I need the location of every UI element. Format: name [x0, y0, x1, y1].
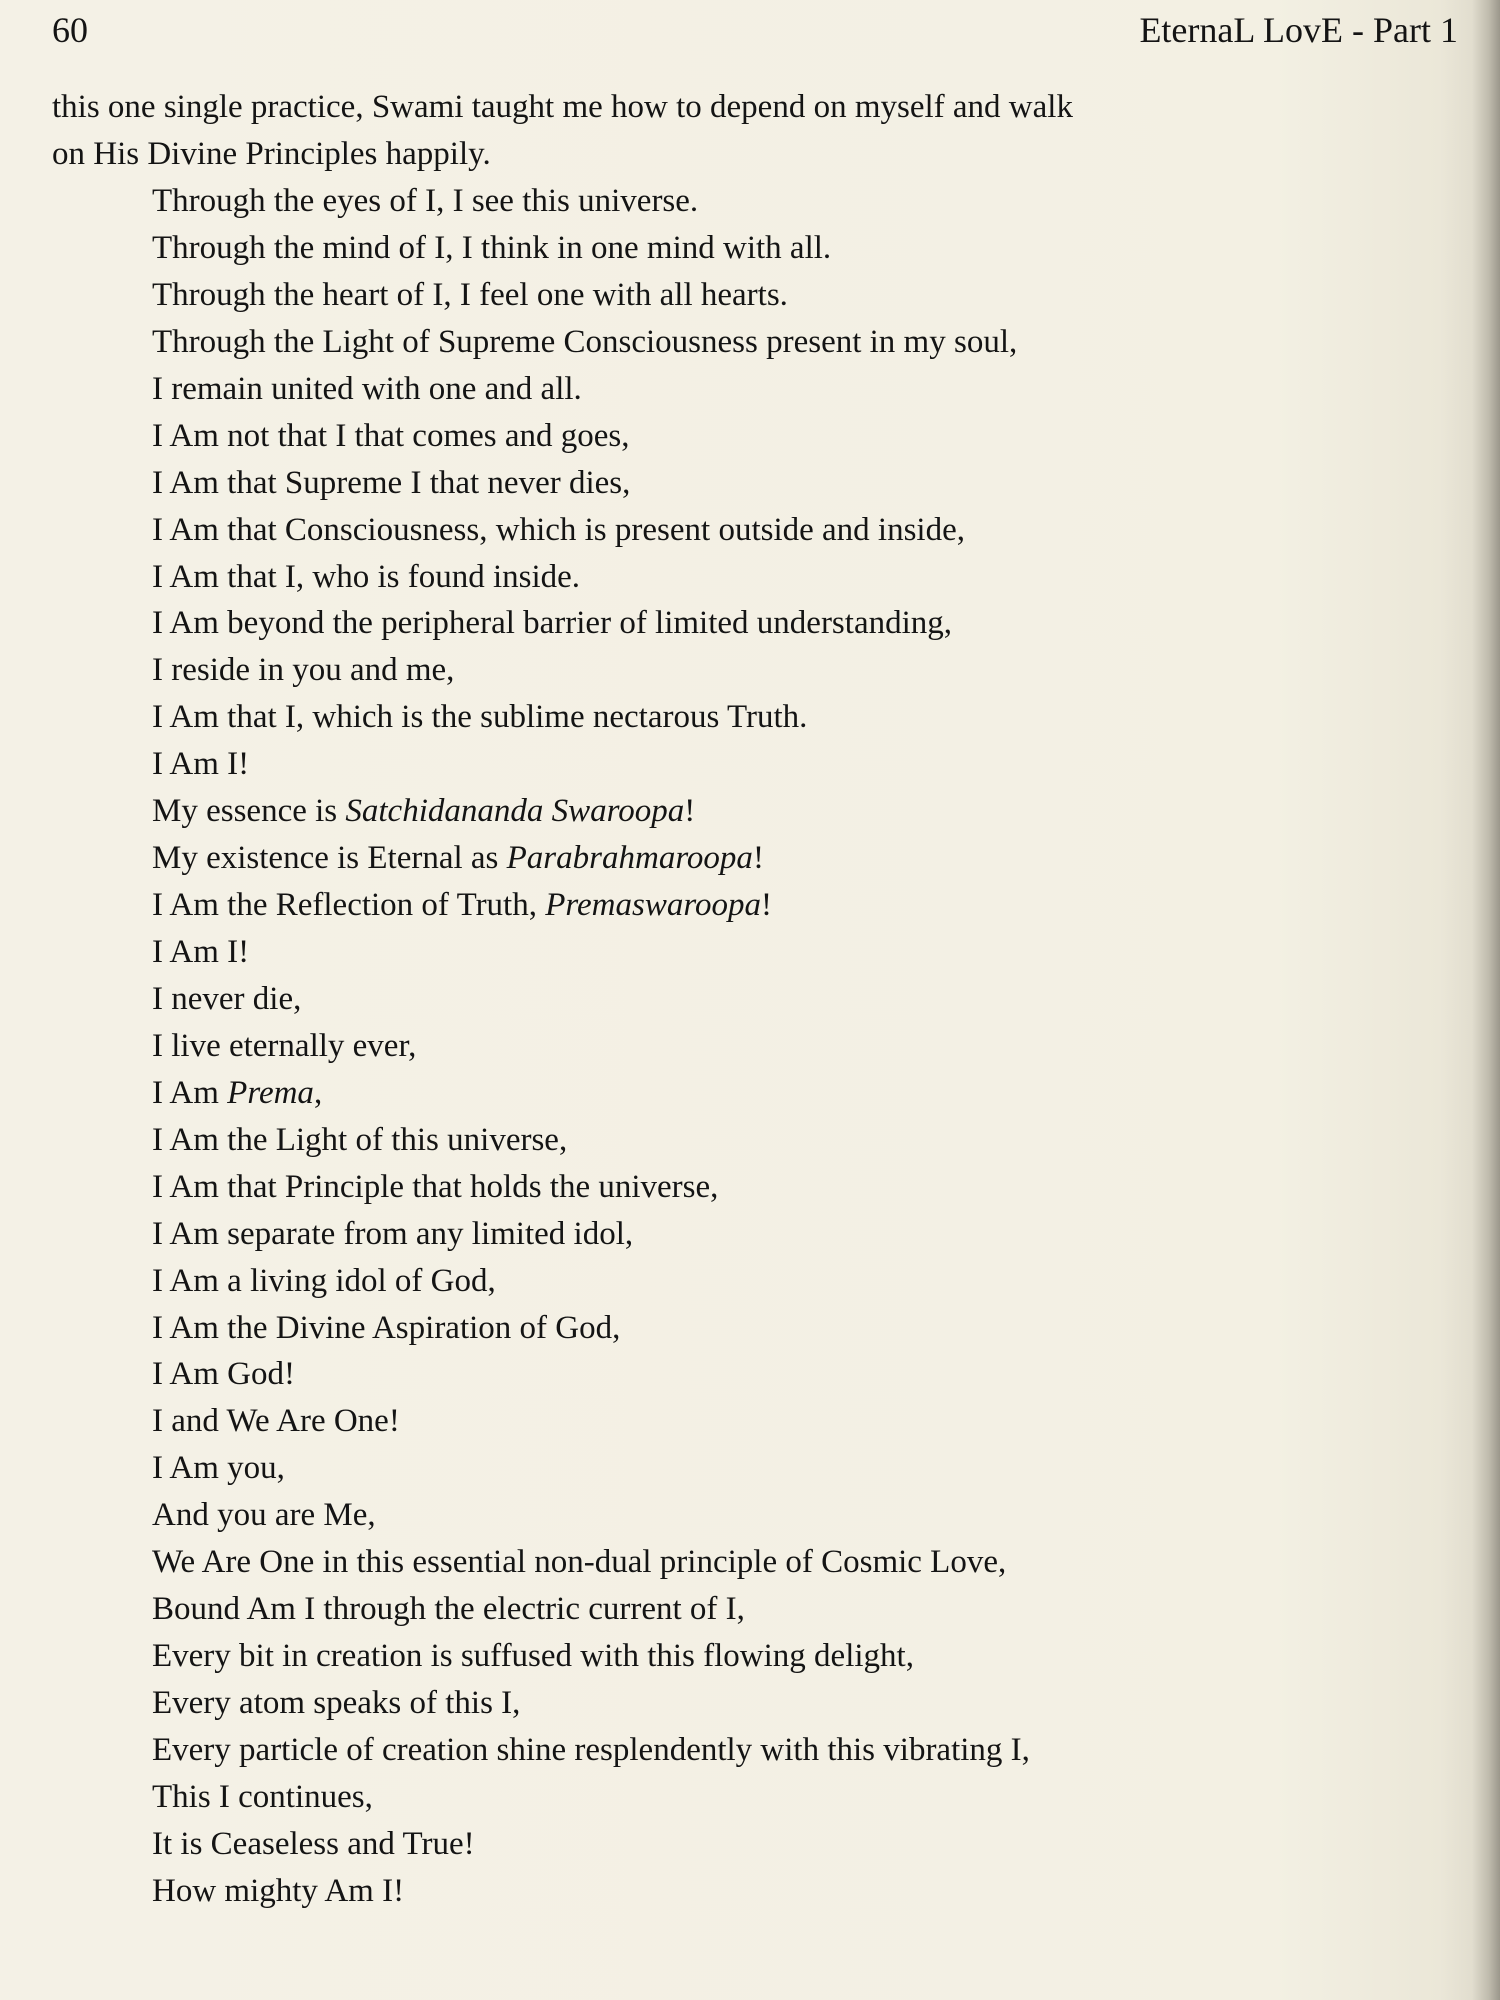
- paragraph-line: this one single practice, Swami taught me how to depend on myself and walk: [52, 89, 1073, 125]
- verse-line-text: My existence is Eternal as: [152, 840, 507, 877]
- verse-line: How mighty Am I!: [152, 1872, 405, 1909]
- verse-line: Every bit in creation is suffused with this flowing delight,: [152, 1638, 914, 1675]
- verse-line: I Am I!: [152, 934, 250, 970]
- verse-line: We Are One in this essential non-dual principle of Cosmic Love,: [152, 1544, 1007, 1581]
- verse-line-text: I Am: [152, 1074, 228, 1111]
- verse-line: [152, 1070, 1030, 1117]
- verse-line: I Am the Divine Aspiration of God,: [152, 1309, 621, 1346]
- verse-line: I never die,: [152, 980, 302, 1017]
- page-number: 60: [52, 10, 88, 50]
- verse-line: [152, 788, 1030, 835]
- verse-line: I Am not that I that comes and goes,: [152, 417, 630, 454]
- verse-poem: [152, 178, 1030, 1915]
- verse-line: I Am the Light of this universe,: [152, 1121, 568, 1158]
- verse-line: I Am that Principle that holds the universe,: [152, 1168, 719, 1205]
- body-text: [52, 84, 1462, 1909]
- verse-line: I Am God!: [152, 1356, 295, 1393]
- verse-line: Every particle of creation shine resplendently with this vibrating I,: [152, 1731, 1030, 1768]
- verse-line: I Am you,: [152, 1450, 285, 1487]
- running-head: EternaL LovE - Part 1: [1139, 10, 1458, 50]
- verse-italic-term: Prema: [227, 1074, 314, 1111]
- verse-line: It is Ceaseless and True!: [152, 1825, 475, 1862]
- verse-line: Through the eyes of I, I see this universe.: [152, 183, 699, 219]
- page-edge-shadow: [1472, 0, 1500, 2000]
- verse-line: I Am I!: [152, 746, 250, 783]
- verse-line-text: My essence is: [152, 793, 346, 830]
- verse-line: I Am that Consciousness, which is present outside and inside,: [152, 511, 965, 548]
- verse-line: [152, 882, 1030, 929]
- verse-line: Bound Am I through the electric current of I,: [152, 1591, 745, 1628]
- verse-line: I Am that I, which is the sublime nectarous Truth.: [152, 699, 808, 736]
- verse-italic-term: Satchidananda Swaroopa: [345, 793, 685, 830]
- verse-line: I reside in you and me,: [152, 652, 455, 689]
- verse-line: I Am beyond the peripheral barrier of limited understanding,: [152, 605, 953, 642]
- verse-line: I and We Are One!: [152, 1403, 400, 1440]
- page-header: [52, 8, 1458, 52]
- verse-italic-term: Parabrahmaroopa: [506, 840, 753, 877]
- verse-line-punctuation: !: [760, 887, 772, 924]
- verse-italic-term: Premaswaroopa: [545, 887, 761, 924]
- verse-line-punctuation: !: [752, 840, 764, 877]
- verse-line: Through the mind of I, I think in one mind with all.: [152, 229, 832, 266]
- verse-line: [152, 835, 1030, 882]
- verse-line: I Am that I, who is found inside.: [152, 558, 581, 595]
- paragraph-line: on His Divine Principles happily.: [52, 136, 491, 172]
- verse-line: And you are Me,: [152, 1497, 376, 1534]
- verse-line: Every atom speaks of this I,: [152, 1685, 521, 1721]
- verse-line: I Am that Supreme I that never dies,: [152, 464, 631, 501]
- verse-line-punctuation: ,: [313, 1074, 323, 1111]
- verse-line: Through the Light of Supreme Consciousness present in my soul,: [152, 323, 1018, 360]
- verse-line: I Am a living idol of God,: [152, 1262, 496, 1299]
- verse-line: I live eternally ever,: [152, 1027, 417, 1064]
- verse-line-text: I Am the Reflection of Truth,: [152, 887, 546, 924]
- verse-line: I remain united with one and all.: [152, 370, 582, 407]
- verse-line: This I continues,: [152, 1778, 373, 1815]
- verse-line: Through the heart of I, I feel one with all hearts.: [152, 276, 788, 313]
- verse-line-punctuation: !: [684, 793, 696, 830]
- verse-line: I Am separate from any limited idol,: [152, 1215, 634, 1252]
